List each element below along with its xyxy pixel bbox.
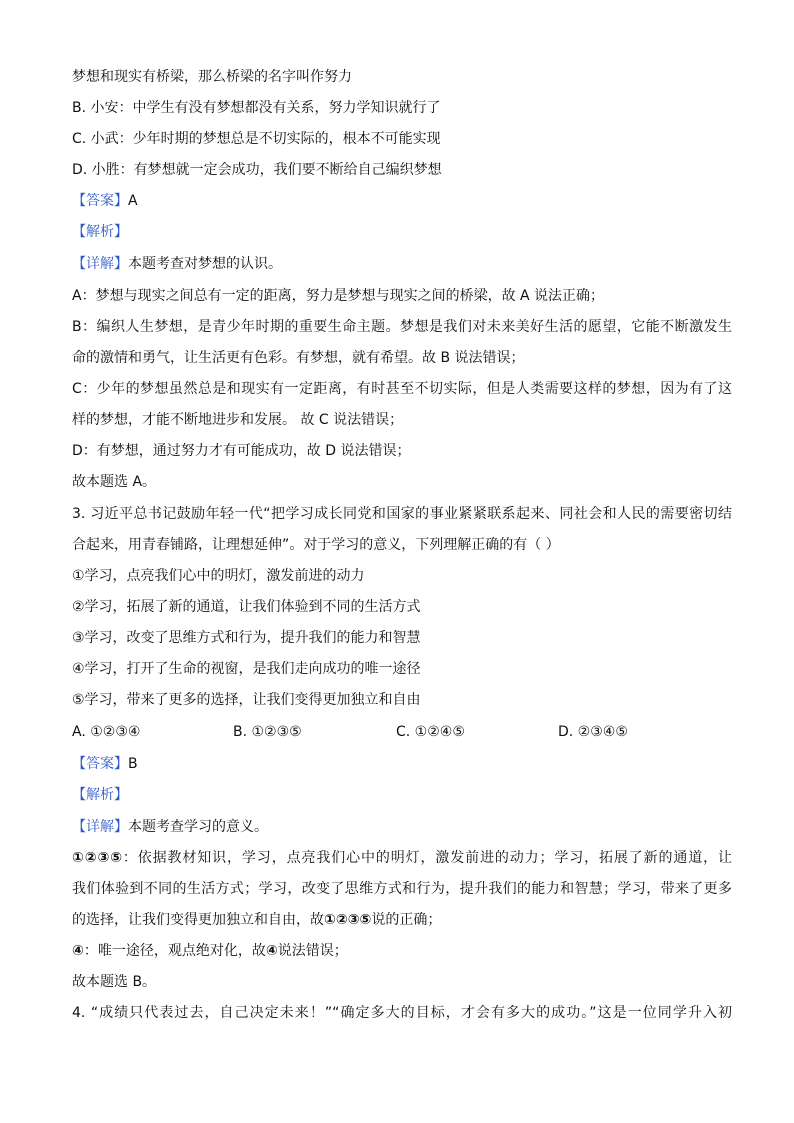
- explanation-ref: ①②③⑤: [324, 912, 372, 928]
- option-d: D. 小胜：有梦想就一定会成功，我们要不断给自己编织梦想: [72, 162, 442, 178]
- q2-explanation-c1: C：少年的梦想虽然总是和现实有一定距离，有时甚至不切实际，但是人类需要这样的梦想，因为有了这: [72, 381, 732, 397]
- q2-explanation-a: A：梦想与现实之间总有一定的距离，努力是梦想与现实之间的桥梁，故 A 说法正确；: [72, 288, 605, 304]
- q3-item-3: ③学习，改变了思维方式和行为，提升我们的能力和智慧: [72, 630, 421, 646]
- explanation-ref: ④: [265, 943, 278, 959]
- detail-text: 本题考查学习的意义。: [128, 819, 268, 835]
- q3-item-4: ④学习，打开了生命的视窗，是我们走向成功的唯一途径: [72, 661, 421, 677]
- q2-explanation-d: D：有梦想，通过努力才有可能成功，故 D 说法错误；: [72, 443, 411, 459]
- q3-explanation-4: [72, 941, 732, 961]
- q3-option-a: A. ①②③④: [72, 724, 141, 740]
- explanation-lead: ④: [72, 943, 84, 959]
- q3-option-d: D. ②③④⑤: [558, 724, 628, 740]
- explanation-text: 的选择，让我们变得更加独立和自由，故: [72, 912, 324, 928]
- q2-explanation-b2: 命的激情和勇气，让生活更有色彩。有梦想，就有希望。故 B 说法错误；: [72, 350, 525, 366]
- explanation-lead: ①②③⑤: [72, 850, 123, 866]
- answer-value: B: [128, 756, 138, 772]
- option-c: C. 小武：少年时期的梦想总是不切实际的，根本不可能实现: [72, 131, 441, 147]
- answer-tag: 【答案】: [72, 756, 128, 772]
- q3-detail-line: [72, 817, 732, 837]
- explanation-text: ：依据教材知识，学习，点亮我们心中的明灯，激发前进的动力；学习，拓展了新的通道，让: [122, 850, 732, 866]
- q3-conclusion: 故本题选 B。: [72, 974, 157, 990]
- option-b: B. 小安：中学生有没有梦想都没有关系，努力学知识就行了: [72, 100, 441, 116]
- option-a-continuation: 梦想和现实有桥梁，那么桥梁的名字叫作努力: [72, 69, 352, 85]
- detail-tag: 【详解】: [72, 819, 128, 835]
- q3-stem-1: 3. 习近平总书记鼓励年轻一代“把学习成长同党和国家的事业紧紧联系起来、同社会和人民的需要密切结: [72, 506, 732, 522]
- q4-stem-1: 4. “成绩只代表过去，自己决定未来！”“确定多大的目标，才会有多大的成功。”这是一位同学升入初: [72, 1005, 732, 1021]
- explanation-text: 说法错误；: [277, 943, 348, 959]
- explanation-text: ：唯一途径，观点绝对化，故: [83, 943, 266, 959]
- q3-analysis-line: [72, 785, 732, 805]
- q2-conclusion: 故本题选 A。: [72, 474, 157, 490]
- q3-explanation-2: 我们体验到不同的生活方式；学习，改变了思维方式和行为，提升我们的能力和智慧；学习，带来了更多: [72, 881, 732, 897]
- q2-explanation-b1: B：编织人生梦想，是青少年时期的重要生命主题。梦想是我们对未来美好生活的愿望，它能不断激发生: [72, 319, 732, 335]
- analysis-tag: 【解析】: [72, 224, 128, 240]
- q3-explanation-3: [72, 910, 732, 930]
- q2-detail-line: [72, 254, 732, 274]
- q3-stem-2: 合起来，用青春铺路，让理想延伸”。对于学习的意义，下列理解正确的有（ ）: [72, 537, 560, 553]
- answer-tag: 【答案】: [72, 193, 128, 209]
- q3-option-b: B. ①②③⑤: [233, 724, 302, 740]
- q2-answer-line: [72, 191, 732, 211]
- detail-text: 本题考查对梦想的认识。: [128, 256, 282, 272]
- q2-analysis-line: [72, 222, 732, 242]
- q3-answer-line: [72, 754, 732, 774]
- answer-value: A: [128, 193, 138, 209]
- q3-item-2: ②学习，拓展了新的通道，让我们体验到不同的生活方式: [72, 599, 421, 615]
- q3-explanation-1: [72, 848, 732, 868]
- q3-item-1: ①学习，点亮我们心中的明灯，激发前进的动力: [72, 568, 365, 584]
- q3-item-5: ⑤学习，带来了更多的选择，让我们变得更加独立和自由: [72, 692, 421, 708]
- analysis-tag: 【解析】: [72, 787, 128, 803]
- explanation-text: 说的正确；: [371, 912, 442, 928]
- q2-explanation-c2: 样的梦想，才能不断地进步和发展。 故 C 说法错误；: [72, 412, 404, 428]
- detail-tag: 【详解】: [72, 256, 128, 272]
- q3-option-c: C. ①②④⑤: [396, 724, 465, 740]
